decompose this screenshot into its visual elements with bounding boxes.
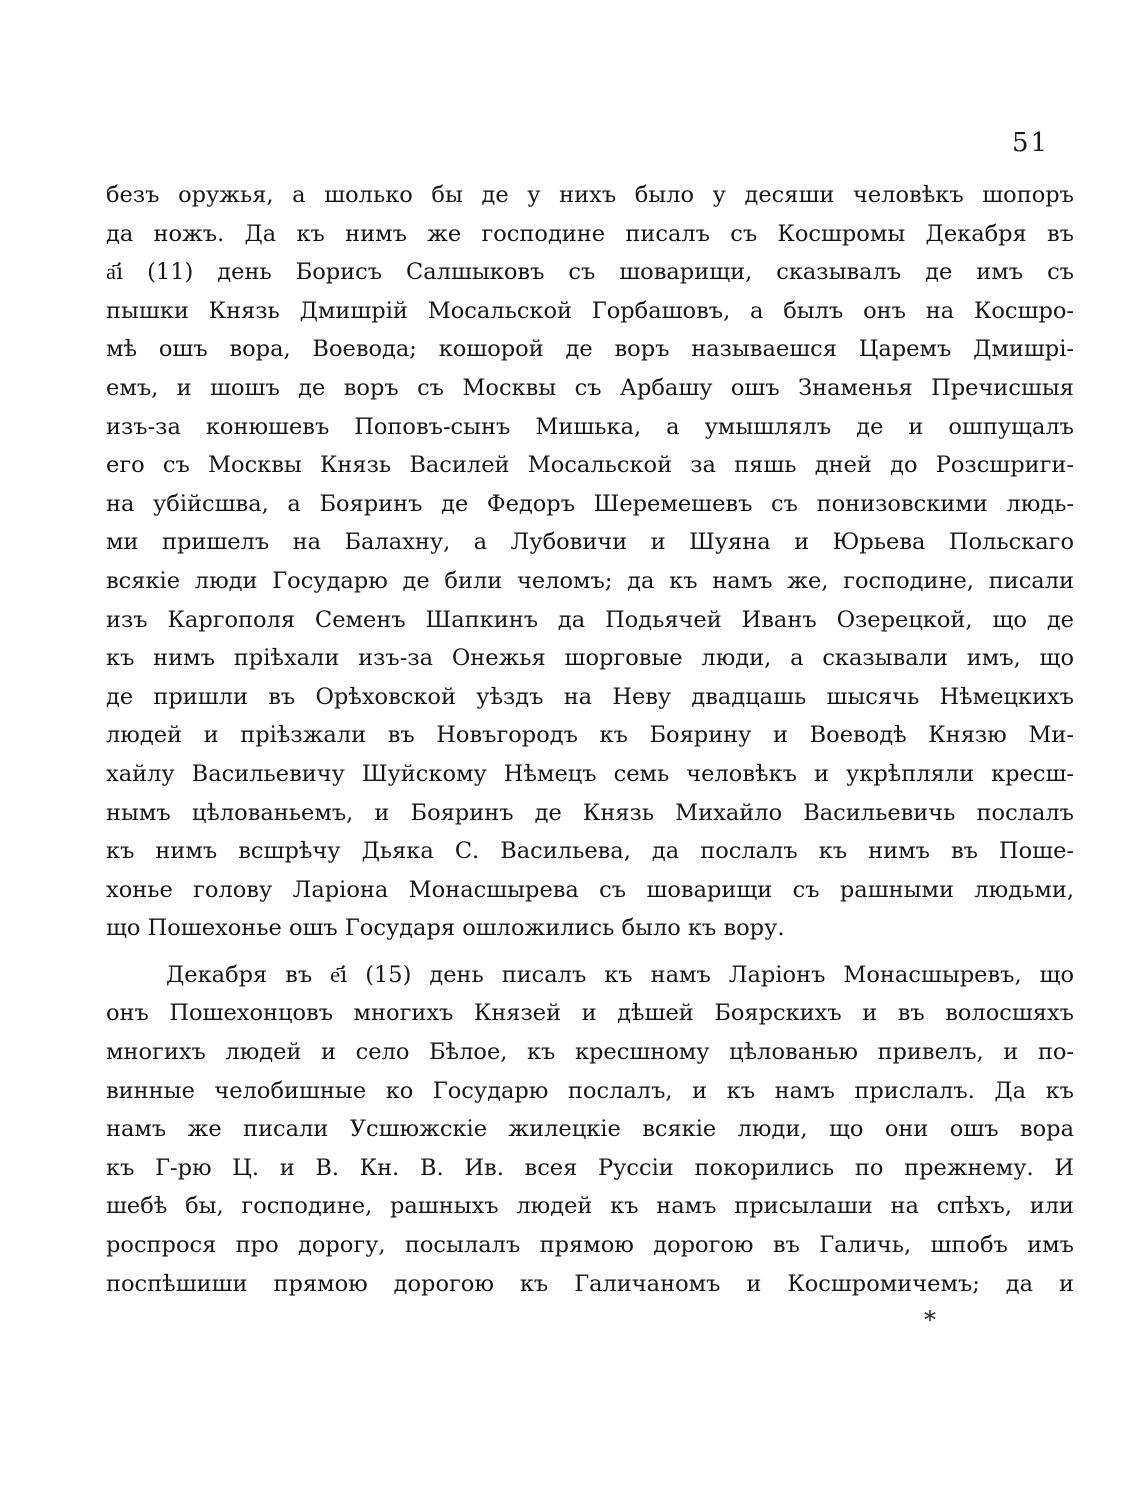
text-line: мѣ ошъ вора, Воевода; кошорой де воръ называешся Царемъ Дмишрі-: [106, 336, 1074, 363]
text-line: ми пришелъ на Балахну, а Лубовичи и Шуяна и Юрьева Польскаго: [106, 529, 1074, 556]
text-line: хайлу Васильевичу Шуйскому Нѣмецъ семь человѣкъ и укрѣпляли кресш-: [106, 760, 1074, 787]
paragraph-gap: [106, 948, 1074, 956]
text-line: де пришли въ Орѣховской уѣздъ на Неву двадцашь шысячь Нѣмецкихъ: [106, 683, 1074, 710]
text-line: поспѣшиши прямою дорогою къ Галичаномъ и Косшромичемъ; да и: [106, 1270, 1074, 1297]
page-number: 51: [1012, 128, 1050, 158]
text-line: безъ оружья, а шолько бы де у нихъ было у десяши человѣкъ шопоръ: [106, 182, 1074, 208]
text-line: къ Г-рю Ц. и В. Кн. В. Ив. всея Руссіи покорились по прежнему. И: [106, 1154, 1074, 1181]
text-line: многихъ людей и село Бѣлое, къ кресшному цѣлованью привелъ, и по-: [106, 1039, 1074, 1066]
text-line: да ножъ. Да къ нимъ же господине писалъ съ Косшромы Декабря въ: [106, 220, 1074, 247]
text-line: онъ Пошехонцовъ многихъ Князей и дѣшей Боярскихъ и въ волосшяхъ: [106, 1000, 1074, 1027]
body-text: [106, 176, 1074, 1303]
text-line: изъ-за конюшевъ Поповъ-сынъ Мишька, а умышлялъ де и ошпущалъ: [106, 413, 1074, 440]
paragraph-2: [106, 956, 1074, 1303]
text-line: намъ же писали Усшюжскіе жилецкіе всякіе люди, що они ошъ вора: [106, 1116, 1074, 1143]
text-line: его съ Москвы Князь Василей Мосальской за пяшь дней до Розсшриги-: [106, 452, 1074, 479]
text-line: къ нимъ всшрѣчу Дьяка С. Васильева, да послалъ къ нимъ въ Поше-: [106, 838, 1074, 865]
text-line: къ нимъ пріѣхали изъ-за Онежья шорговые люди, а сказывали имъ, що: [106, 645, 1074, 672]
text-line: нымъ цѣлованьемъ, и Бояринъ де Князь Михайло Васильевичь послалъ: [106, 799, 1074, 826]
text-line: Декабря въ е҃і (15) день писалъ къ намъ Ларіонъ Монасшыревъ, що: [166, 961, 1074, 988]
text-line: шебѣ бы, господине, рашныхъ людей къ намъ присылаши на спѣхъ, или: [106, 1193, 1074, 1220]
text-line: хонье голову Ларіона Монасшырева съ шоварищи съ рашными людьми,: [106, 876, 1074, 903]
text-line: изъ Каргополя Семенъ Шапкинъ да Подьячей Иванъ Озерецкой, що де: [106, 606, 1074, 633]
text-line: емъ, и шошъ де воръ съ Москвы съ Арбашу ошъ Знаменья Пречисшыя: [106, 374, 1074, 401]
paragraph-1: [106, 176, 1074, 948]
text-line: що Пошехонье ошъ Государя ошложились было къ вору.: [106, 915, 785, 942]
text-line: а҃і (11) день Борисъ Салшыковъ съ шоварищи, сказывалъ де имъ съ: [106, 259, 1074, 286]
text-line: всякіе люди Государю де били челомъ; да къ намъ же, господине, писали: [106, 567, 1074, 594]
text-line: винные челобишные ко Государю послалъ, и къ намъ прислалъ. Да къ: [106, 1077, 1074, 1104]
signature-mark: *: [924, 1306, 936, 1334]
text-line: людей и пріѣзжали въ Новъгородъ къ Боярину и Воеводѣ Князю Ми-: [106, 722, 1074, 749]
text-line: на убійсшва, а Бояринъ де Федоръ Шеремешевъ съ понизовскими людь-: [106, 490, 1074, 517]
text-line: роспрося про дорогу, посылалъ прямою дорогою въ Галичь, шпобъ имъ: [106, 1232, 1074, 1259]
text-line: пышки Князь Дмишрій Мосальской Горбашовъ, а былъ онъ на Косшро-: [106, 297, 1074, 324]
